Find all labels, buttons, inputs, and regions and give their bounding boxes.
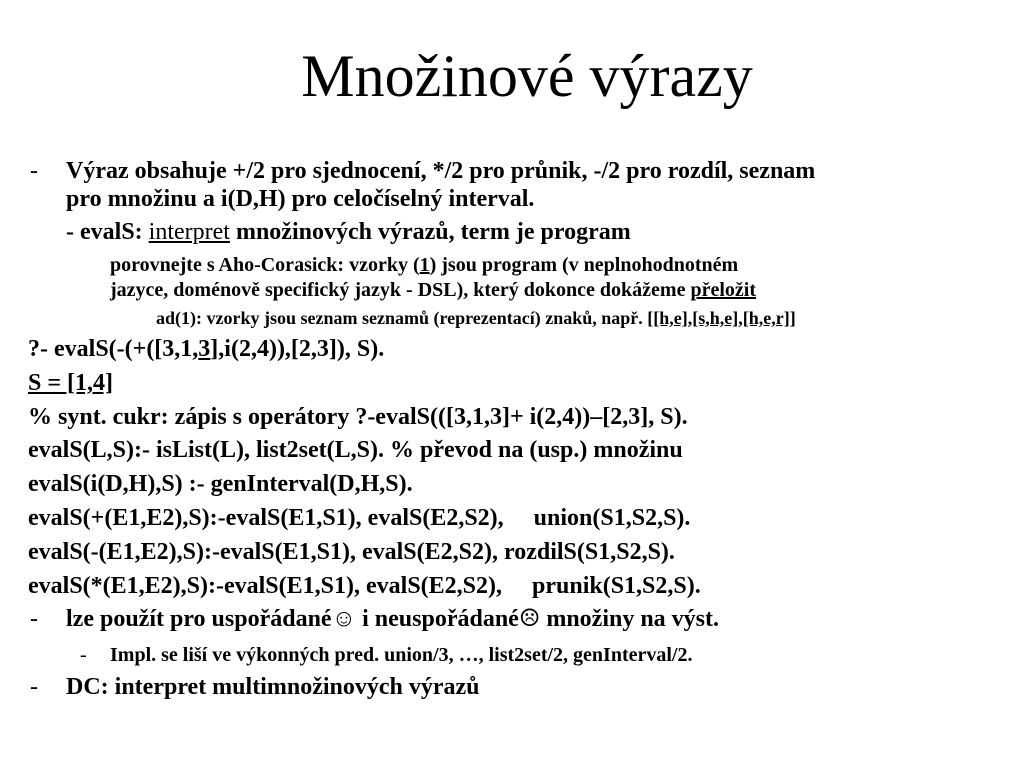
compare-prefix: porovnejte s Aho-Corasick: vzorky ( <box>110 254 420 276</box>
bullet-text-line: DC: interpret multimnožinových výrazů <box>66 674 480 700</box>
prelozit-link[interactable]: přeložit <box>690 279 756 301</box>
ad1-note <box>156 308 796 329</box>
evals-description <box>66 219 631 247</box>
bullet-dash: - <box>30 158 38 184</box>
query-prefix: ?- evalS(-(+([3,1, <box>28 336 199 362</box>
bullet-text-line <box>66 606 719 634</box>
ad1-prefix: ad(1): vzorky jsou seznam seznamů (reprezentací) znaků, např. [ <box>156 308 654 328</box>
code-line: evalS(i(D,H),S) :- genInterval(D,H,S). <box>28 471 413 497</box>
code-line: evalS(L,S):- isList(L), list2set(L,S). % převod na (usp.) množinu <box>28 437 683 463</box>
syntax-note: % synt. cukr: zápis s operátory ?-evalS(([3,1,3]+ i(2,4))–[2,3], S). <box>28 404 688 430</box>
compare-line <box>110 279 756 302</box>
code-line: evalS(-(E1,E2),S):-evalS(E1,S1), evalS(E2,S2), rozdilS(S1,S2,S). <box>28 539 675 565</box>
patterns-link[interactable]: [h,e],[s,h,e],[h,e,r] <box>653 308 790 328</box>
compare-line <box>110 254 738 277</box>
smile-icon: ☺ <box>331 606 357 632</box>
interpret-link[interactable]: interpret <box>148 219 230 245</box>
query-suffix: ],i(2,4)),[2,3]), S). <box>210 336 385 362</box>
bullet2-part2: i neuspořádané <box>356 606 519 632</box>
bullet-dash: - <box>30 606 38 632</box>
evals-prefix: - evalS: <box>66 219 149 245</box>
bullet-text-line: Výraz obsahuje +/2 pro sjednocení, */2 pro průnik, -/2 pro rozdíl, seznam <box>66 158 816 184</box>
bullet-dash: - <box>30 674 38 700</box>
frown-icon: ☹ <box>518 606 541 632</box>
slide-title: Množinové výrazy <box>301 43 753 109</box>
compare-prefix: jazyce, doménově specifický jazyk - DSL), který dokonce dokážeme <box>110 279 691 301</box>
evals-suffix: množinových výrazů, term je program <box>229 219 631 245</box>
bullet2-part1: lze použít pro uspořádané <box>66 606 332 632</box>
code-line: evalS(*(E1,E2),S):-evalS(E1,S1), evalS(E2,S2), prunik(S1,S2,S). <box>28 573 701 599</box>
bullet-text-line: pro množinu a i(D,H) pro celočíselný interval. <box>66 186 535 212</box>
bullet2-part3: množiny na výst. <box>540 606 720 632</box>
sub-bullet-text: Impl. se liší ve výkonných pred. union/3, …, list2set/2, genInterval/2. <box>110 644 693 666</box>
compare-suffix: ) jsou program (v neplnohodnotném <box>429 254 739 276</box>
query-result: S = [1,4] <box>28 370 114 396</box>
sub-bullet-dash: - <box>80 644 87 666</box>
query-line <box>28 336 384 364</box>
ad1-suffix: ] <box>789 308 796 328</box>
ref-1-link[interactable]: 1 <box>419 254 430 276</box>
query-3-link[interactable]: 3 <box>198 336 211 362</box>
code-line: evalS(+(E1,E2),S):-evalS(E1,S1), evalS(E2,S2), union(S1,S2,S). <box>28 505 691 531</box>
